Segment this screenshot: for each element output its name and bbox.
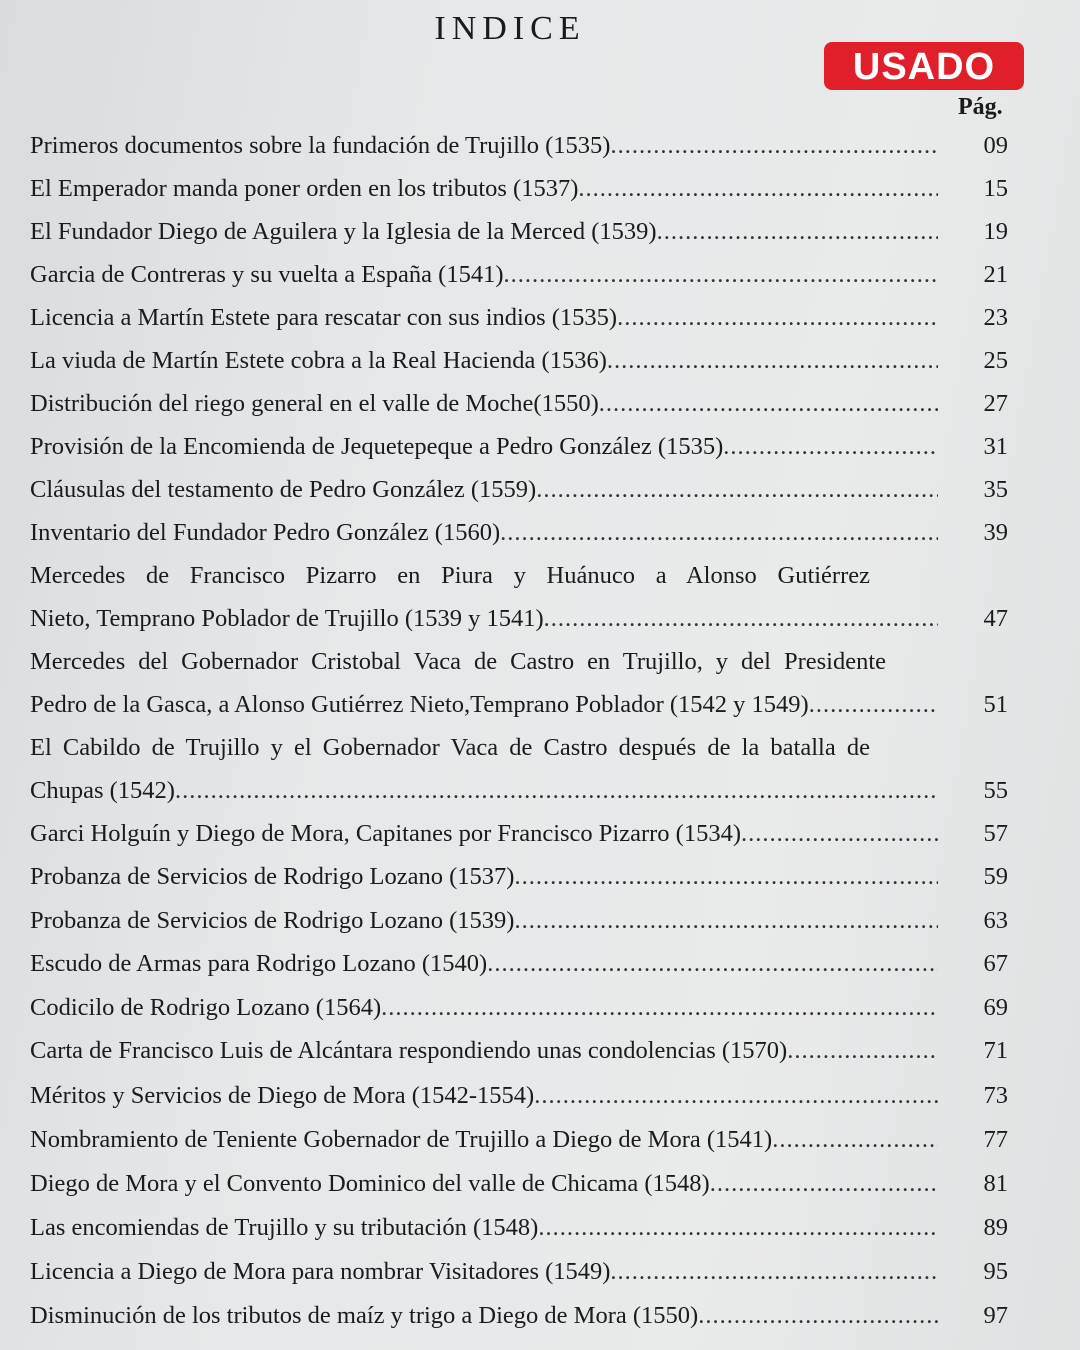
dot-leader <box>487 950 938 978</box>
dot-leader <box>514 863 938 891</box>
dot-leader <box>698 1302 938 1330</box>
toc-entry <box>30 994 1030 1034</box>
toc-entry-page: 19 <box>983 218 1008 245</box>
toc-entry-title: Nieto, Temprano Poblador de Trujillo (1539 y 1541) <box>30 605 544 632</box>
toc-entry-first-line <box>30 648 1030 688</box>
dot-leader <box>504 261 939 289</box>
toc-entry-page: 27 <box>983 390 1008 417</box>
toc-entry-page: 23 <box>983 304 1008 331</box>
toc-entry <box>30 820 1030 860</box>
toc-entry <box>30 132 1030 172</box>
toc-entry-page: 51 <box>983 691 1008 718</box>
dot-leader <box>500 519 938 547</box>
toc-entry-first-line <box>30 562 1030 602</box>
toc-entry-title: Mercedes del Gobernador Cristobal Vaca de Castro en Trujillo, y del Presidente <box>30 648 886 675</box>
toc-entry <box>30 863 1030 903</box>
toc-entry-first-line <box>30 734 1030 774</box>
toc-entry-page: 69 <box>983 994 1008 1021</box>
dot-leader <box>534 1082 938 1110</box>
toc-entry <box>30 175 1030 215</box>
toc-entry-page: 09 <box>983 132 1008 159</box>
toc-entry-title: Las encomiendas de Trujillo y su tributación (1548) <box>30 1214 539 1241</box>
toc-entry-title: Primeros documentos sobre la fundación de Trujillo (1535) <box>30 132 611 159</box>
toc-entry-title: Garcia de Contreras y su vuelta a España (1541) <box>30 261 504 288</box>
toc-entry-title: Nombramiento de Teniente Gobernador de Trujillo a Diego de Mora (1541) <box>30 1126 773 1153</box>
dot-leader <box>538 1214 938 1242</box>
dot-leader <box>610 132 938 160</box>
toc-entry-page: 73 <box>983 1082 1008 1109</box>
toc-entry <box>30 907 1030 947</box>
toc-entry-title: Inventario del Fundador Pedro González (1560) <box>30 519 501 546</box>
dot-leader <box>607 347 938 375</box>
used-badge: USADO <box>824 42 1024 90</box>
toc-entry <box>30 1170 1030 1210</box>
toc-entry-title: Licencia a Diego de Mora para nombrar Visitadores (1549) <box>30 1258 611 1285</box>
page-column-label: Pág. <box>958 94 1003 120</box>
toc-entry-page: 57 <box>983 820 1008 847</box>
dot-leader <box>514 907 938 935</box>
toc-entry-page: 55 <box>983 777 1008 804</box>
dot-leader <box>723 433 938 461</box>
dot-leader <box>809 691 938 719</box>
toc-entry-page: 77 <box>983 1126 1008 1153</box>
toc-entry-page: 31 <box>983 433 1008 460</box>
toc-entry-title: Probanza de Servicios de Rodrigo Lozano (1539) <box>30 907 515 934</box>
toc-entry-page: 81 <box>983 1170 1008 1197</box>
page-title: INDICE <box>434 10 586 47</box>
toc-entry-page: 71 <box>983 1037 1008 1064</box>
toc-entry <box>30 261 1030 301</box>
toc-entry-page: 47 <box>983 605 1008 632</box>
toc-entry-title: Pedro de la Gasca, a Alonso Gutiérrez Nieto,Temprano Poblador (1542 y 1549) <box>30 691 809 718</box>
toc-entry-page: 97 <box>983 1302 1008 1329</box>
toc-entry <box>30 1302 1030 1342</box>
dot-leader <box>599 390 938 418</box>
toc-entry-title: Disminución de los tributos de maíz y trigo a Diego de Mora (1550) <box>30 1302 699 1329</box>
toc-entry-title: El Cabildo de Trujillo y el Gobernador Vaca de Castro después de la batalla de <box>30 734 870 761</box>
toc-entry-title: Garci Holguín y Diego de Mora, Capitanes por Francisco Pizarro (1534) <box>30 820 741 847</box>
toc-entry-title: La viuda de Martín Estete cobra a la Real Hacienda (1536) <box>30 347 607 374</box>
toc-entry <box>30 476 1030 516</box>
toc-entry <box>30 1214 1030 1254</box>
toc-entry-title: Escudo de Armas para Rodrigo Lozano (1540) <box>30 950 488 977</box>
toc-entry-page: 59 <box>983 863 1008 890</box>
toc-entry-page: 89 <box>983 1214 1008 1241</box>
toc-entry-page: 95 <box>983 1258 1008 1285</box>
toc-entry-title: El Fundador Diego de Aguilera y la Iglesia de la Merced (1539) <box>30 218 657 245</box>
toc-entry-title: Mercedes de Francisco Pizarro en Piura y Huánuco a Alonso Gutiérrez <box>30 562 870 589</box>
dot-leader <box>175 777 938 805</box>
dot-leader <box>657 218 938 246</box>
dot-leader <box>787 1037 938 1065</box>
toc-entry <box>30 1258 1030 1298</box>
toc-entry-title: Carta de Francisco Luis de Alcántara respondiendo unas condolencias (1570) <box>30 1037 788 1064</box>
dot-leader <box>578 175 938 203</box>
toc-entry-page: 35 <box>983 476 1008 503</box>
toc-entry-title: Licencia a Martín Estete para rescatar con sus indios (1535) <box>30 304 618 331</box>
toc-entry <box>30 347 1030 387</box>
toc-entry-title: Diego de Mora y el Convento Dominico del valle de Chicama (1548) <box>30 1170 710 1197</box>
dot-leader <box>741 820 938 848</box>
dot-leader <box>381 994 938 1022</box>
toc-entry <box>30 777 1030 817</box>
toc-entry <box>30 390 1030 430</box>
toc-entry-page: 39 <box>983 519 1008 546</box>
toc-entry-page: 25 <box>983 347 1008 374</box>
toc-entry-title: Probanza de Servicios de Rodrigo Lozano (1537) <box>30 863 515 890</box>
toc-entry-title: El Emperador manda poner orden en los tributos (1537) <box>30 175 579 202</box>
dot-leader <box>617 304 938 332</box>
toc-entry <box>30 519 1030 559</box>
toc-entry <box>30 691 1030 731</box>
toc-entry-title: Chupas (1542) <box>30 777 175 804</box>
toc-entry <box>30 950 1030 990</box>
toc-entry-page: 15 <box>983 175 1008 202</box>
toc-entry-title: Codicilo de Rodrigo Lozano (1564) <box>30 994 382 1021</box>
toc-entry-title: Cláusulas del testamento de Pedro González (1559) <box>30 476 537 503</box>
toc-entry <box>30 1037 1030 1077</box>
toc-entry <box>30 304 1030 344</box>
toc-entry-title: Distribución del riego general en el valle de Moche(1550) <box>30 390 599 417</box>
toc-entry <box>30 1126 1030 1166</box>
dot-leader <box>610 1258 938 1286</box>
toc-entry-page: 21 <box>983 261 1008 288</box>
dot-leader <box>710 1170 938 1198</box>
toc-entry-title: Provisión de la Encomienda de Jequetepeque a Pedro González (1535) <box>30 433 724 460</box>
toc-entry-title: Méritos y Servicios de Diego de Mora (1542-1554) <box>30 1082 535 1109</box>
dot-leader <box>772 1126 938 1154</box>
toc-entry <box>30 605 1030 645</box>
toc-entry <box>30 218 1030 258</box>
toc-entry <box>30 433 1030 473</box>
toc-entry <box>30 1082 1030 1122</box>
dot-leader <box>536 476 938 504</box>
toc-entry-page: 67 <box>983 950 1008 977</box>
dot-leader <box>544 605 938 633</box>
toc-entry-page: 63 <box>983 907 1008 934</box>
